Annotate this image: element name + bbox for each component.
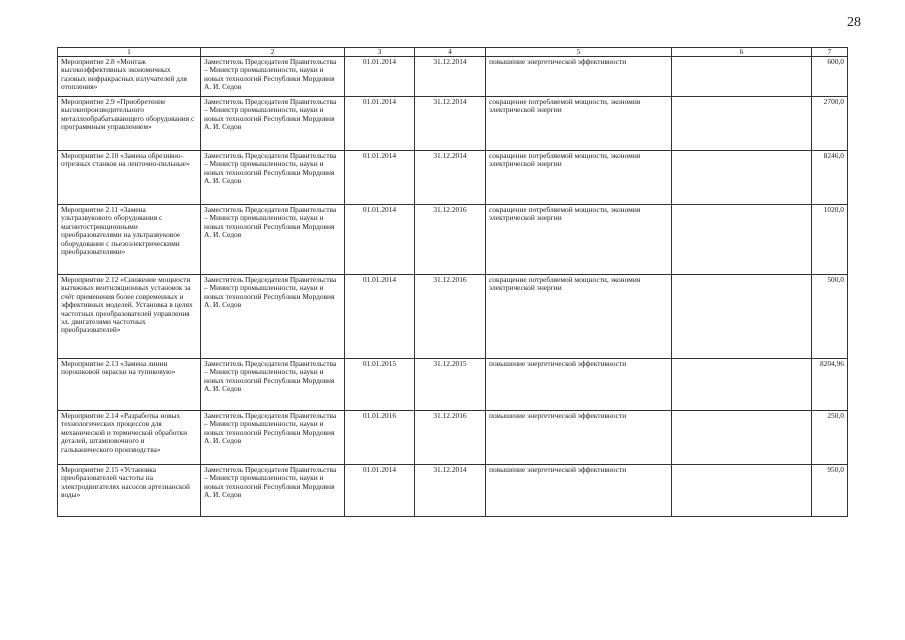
end-date-cell: 31.12.2015 (415, 359, 486, 411)
table-row (58, 97, 848, 151)
column-6-cell (672, 411, 812, 465)
column-number-3: 3 (345, 48, 415, 57)
expected-result-cell: повышение энергетической эффективности (486, 465, 672, 517)
column-number-2: 2 (201, 48, 345, 57)
amount-cell: 500,0 (812, 275, 848, 359)
amount-cell: 8204,96 (812, 359, 848, 411)
expected-result-cell: сокращение потребляемой мощности, экономия электрической энергии (486, 151, 672, 205)
start-date-cell: 01.01.2014 (345, 465, 415, 517)
start-date-cell: 01.01.2014 (345, 57, 415, 97)
table-row (58, 411, 848, 465)
responsible-cell: Заместитель Председателя Правительства – Министр промышленности, науки и новых технологий Республики Мордовия А. И. Седов (201, 205, 345, 275)
start-date-cell: 01.01.2014 (345, 205, 415, 275)
expected-result-cell: повышение энергетической эффективности (486, 411, 672, 465)
column-6-cell (672, 465, 812, 517)
column-number-1: 1 (58, 48, 201, 57)
amount-cell: 2700,0 (812, 97, 848, 151)
column-6-cell (672, 205, 812, 275)
responsible-cell: Заместитель Председателя Правительства – Министр промышленности, науки и новых технологий Республики Мордовия А. И. Седов (201, 151, 345, 205)
measure-name-cell: Мероприятие 2.8 «Монтаж высокоэффективных экономичных газовых инфракрасных излучателей для отопления» (58, 57, 201, 97)
column-6-cell (672, 57, 812, 97)
page-number: 28 (847, 15, 861, 30)
measure-name-cell: Мероприятие 2.12 «Снижение мощности вытяжных вентиляционных установок за счёт применения более современных и эффективных моделей. Установка в целях частотных преобразователей управления эл. двигателями частотных преобразователей» (58, 275, 201, 359)
column-number-4: 4 (415, 48, 486, 57)
measure-name-cell: Мероприятие 2.13 «Замена линии порошковой окраски на тупиковую» (58, 359, 201, 411)
start-date-cell: 01.01.2015 (345, 359, 415, 411)
expected-result-cell: повышение энергетической эффективности (486, 57, 672, 97)
expected-result-cell: сокращение потребляемой мощности, экономия электрической энергии (486, 97, 672, 151)
expected-result-cell: сокращение потребляемой мощности, экономия электрической энергии (486, 275, 672, 359)
table-row (58, 359, 848, 411)
end-date-cell: 31.12.2014 (415, 57, 486, 97)
table-row (58, 57, 848, 97)
measures-table (57, 47, 848, 517)
column-number-6: 6 (672, 48, 812, 57)
responsible-cell: Заместитель Председателя Правительства – Министр промышленности, науки и новых технологий Республики Мордовия А. И. Седов (201, 57, 345, 97)
measure-name-cell: Мероприятие 2.14 «Разработка новых технологических процессов для механической и термической обработки деталей, штамповочного и гальванического производства» (58, 411, 201, 465)
column-number-row (58, 48, 848, 57)
column-number-5: 5 (486, 48, 672, 57)
responsible-cell: Заместитель Председателя Правительства – Министр промышленности, науки и новых технологий Республики Мордовия А. И. Седов (201, 275, 345, 359)
amount-cell: 8246,0 (812, 151, 848, 205)
responsible-cell: Заместитель Председателя Правительства – Министр промышленности, науки и новых технологий Республики Мордовия А. И. Седов (201, 465, 345, 517)
column-6-cell (672, 151, 812, 205)
column-number-7: 7 (812, 48, 848, 57)
end-date-cell: 31.12.2016 (415, 411, 486, 465)
measure-name-cell: Мероприятие 2.9 «Приобретение высокопроизводительного металлообрабатывающего оборудования с программным управлением» (58, 97, 201, 151)
table-row (58, 465, 848, 517)
amount-cell: 1020,0 (812, 205, 848, 275)
amount-cell: 950,0 (812, 465, 848, 517)
table-row (58, 275, 848, 359)
amount-cell: 600,0 (812, 57, 848, 97)
start-date-cell: 01.01.2014 (345, 275, 415, 359)
measure-name-cell: Мероприятие 2.15 «Установка преобразователей частоты на электродвигателях насосов артезианской воды» (58, 465, 201, 517)
start-date-cell: 01.01.2016 (345, 411, 415, 465)
responsible-cell: Заместитель Председателя Правительства – Министр промышленности, науки и новых технологий Республики Мордовия А. И. Седов (201, 97, 345, 151)
column-6-cell (672, 359, 812, 411)
end-date-cell: 31.12.2016 (415, 205, 486, 275)
column-6-cell (672, 97, 812, 151)
column-6-cell (672, 275, 812, 359)
measure-name-cell: Мероприятие 2.11 «Замена ультразвукового оборудования с магнитострикционными преобразователями на ультразвуковое оборудование с пьезоэлектрическими преобразователями» (58, 205, 201, 275)
expected-result-cell: повышение энергетической эффективности (486, 359, 672, 411)
expected-result-cell: сокращение потребляемой мощности, экономия электрической энергии (486, 205, 672, 275)
start-date-cell: 01.01.2014 (345, 151, 415, 205)
measure-name-cell: Мероприятие 2.10 «Замена обрезивно-отрезных станков на ленточно-пильные» (58, 151, 201, 205)
responsible-cell: Заместитель Председателя Правительства – Министр промышленности, науки и новых технологий Республики Мордовия А. И. Седов (201, 411, 345, 465)
end-date-cell: 31.12.2014 (415, 97, 486, 151)
table-row (58, 151, 848, 205)
table-row (58, 205, 848, 275)
responsible-cell: Заместитель Председателя Правительства – Министр промышленности, науки и новых технологий Республики Мордовия А. И. Седов (201, 359, 345, 411)
end-date-cell: 31.12.2014 (415, 151, 486, 205)
start-date-cell: 01.01.2014 (345, 97, 415, 151)
amount-cell: 250,0 (812, 411, 848, 465)
end-date-cell: 31.12.2014 (415, 465, 486, 517)
end-date-cell: 31.12.2016 (415, 275, 486, 359)
